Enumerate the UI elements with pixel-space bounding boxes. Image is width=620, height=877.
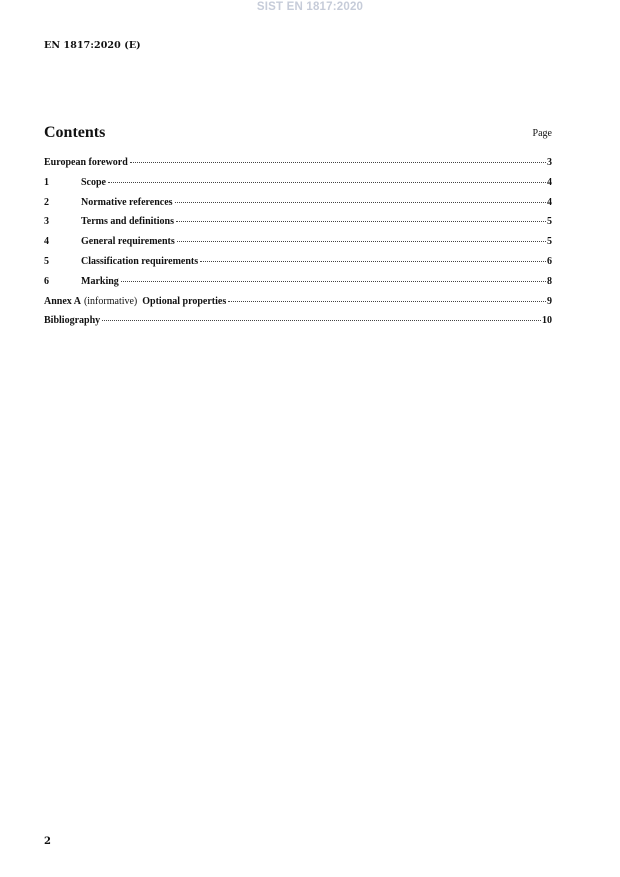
toc-entry-number: 6 (44, 275, 49, 287)
toc-dot-leader (200, 261, 546, 262)
toc-entry-terms-and-definitions[interactable] (44, 216, 552, 236)
toc-entry-label: European foreword (44, 157, 128, 168)
toc-header (44, 124, 552, 144)
toc-dot-leader (228, 301, 546, 302)
toc-dot-leader (121, 281, 546, 282)
toc-entry-number: 3 (44, 216, 49, 228)
toc-entry-page: 6 (547, 255, 552, 267)
toc-entry-page: 10 (542, 315, 552, 327)
document-id: EN 1817:2020 (E) (44, 40, 141, 51)
toc-annex-prefix: Annex A (44, 295, 81, 307)
toc-annex-type: (informative) (83, 295, 138, 307)
toc-dot-leader (102, 320, 541, 321)
toc-entry-european-foreword[interactable] (44, 157, 552, 177)
toc-entry-label: Marking (81, 275, 119, 287)
toc-entry-annex-a[interactable] (44, 296, 552, 316)
toc-entry-number: 5 (44, 255, 49, 267)
toc-entry-label: Scope (81, 176, 106, 188)
page-number: 2 (44, 836, 51, 847)
toc-entry-number: 4 (44, 236, 49, 248)
watermark: SIST EN 1817:2020 (256, 1, 364, 13)
toc-entry-normative-references[interactable] (44, 197, 552, 217)
toc-entry-scope[interactable] (44, 177, 552, 197)
toc-entry-label: Bibliography (44, 315, 101, 327)
toc-entry-number: 2 (44, 196, 49, 208)
toc-dot-leader (130, 162, 546, 163)
toc-entry-page: 4 (547, 176, 552, 188)
toc-entry-label: Terms and definitions (81, 216, 174, 228)
toc-dot-leader (177, 241, 546, 242)
toc-title: Contents (44, 124, 106, 141)
toc-entry-page: 5 (547, 216, 552, 228)
toc-entry-number: 1 (44, 176, 49, 188)
toc-entry-page: 8 (547, 275, 552, 287)
toc-entry-general-requirements[interactable] (44, 236, 552, 256)
toc-entry-page: 9 (547, 295, 552, 307)
toc-entry-page: 3 (547, 157, 552, 168)
toc-dot-leader (176, 221, 546, 222)
toc-dot-leader (108, 182, 546, 183)
table-of-contents (44, 157, 552, 335)
toc-page-label: Page (532, 128, 552, 139)
toc-dot-leader (175, 202, 546, 203)
toc-entry-label: Optional properties (142, 295, 227, 307)
toc-entry-label: General requirements (81, 236, 175, 248)
toc-entry-page: 5 (547, 236, 552, 248)
toc-entry-label: Classification requirements (81, 255, 199, 267)
toc-entry-label: Normative references (81, 196, 173, 208)
toc-entry-bibliography[interactable] (44, 315, 552, 335)
toc-entry-marking[interactable] (44, 276, 552, 296)
toc-entry-page: 4 (547, 196, 552, 208)
toc-entry-classification-requirements[interactable] (44, 256, 552, 276)
